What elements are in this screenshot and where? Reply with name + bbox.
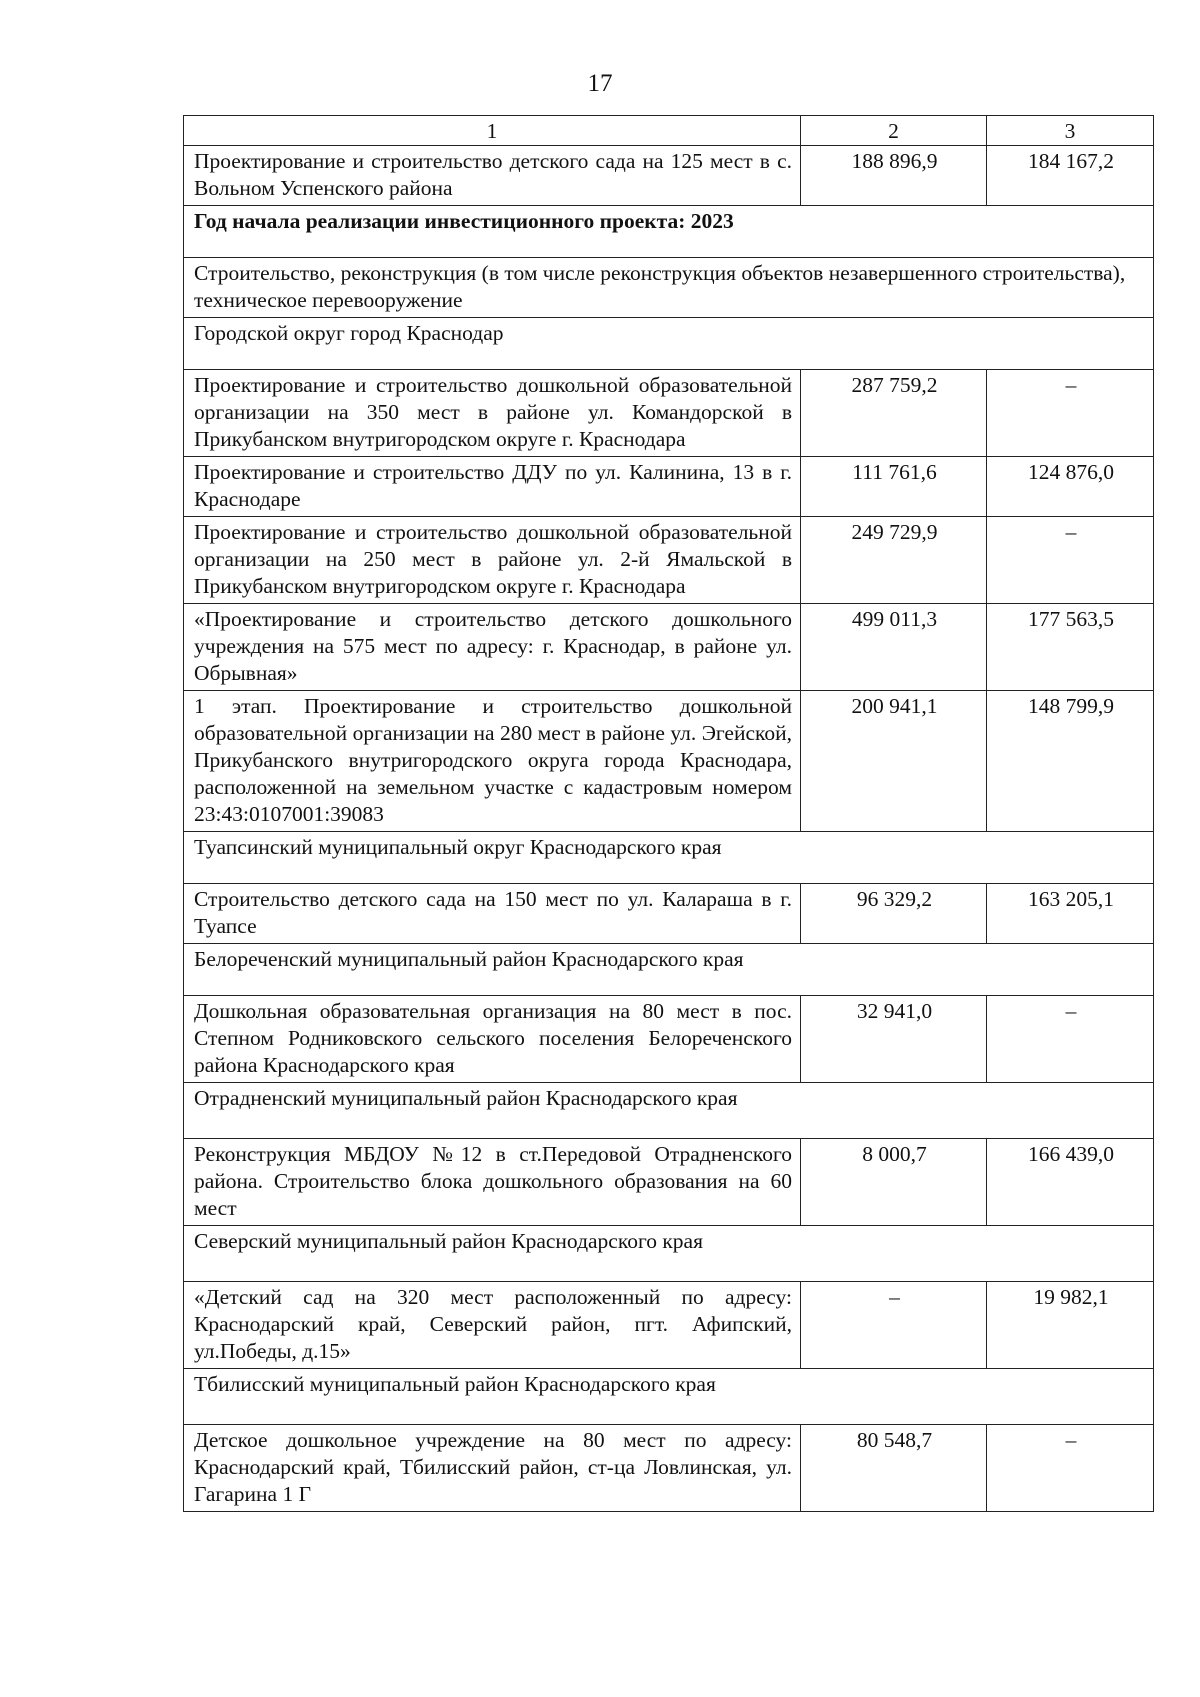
section-heading: Северский муниципальный район Краснодарского края (184, 1226, 1154, 1282)
value-col-2: 188 896,9 (801, 146, 987, 206)
section-row (184, 206, 1154, 258)
section-row (184, 944, 1154, 996)
section-heading: Год начала реализации инвестиционного проекта: 2023 (184, 206, 1154, 258)
header-col-3: 3 (987, 116, 1154, 146)
table-row (184, 604, 1154, 691)
project-description: Строительство детского сада на 150 мест по ул. Калараша в г. Туапсе (184, 884, 801, 944)
value-col-3: – (987, 517, 1154, 604)
table-row (184, 146, 1154, 206)
value-col-2: 96 329,2 (801, 884, 987, 944)
table-row (184, 884, 1154, 944)
project-description: Детское дошкольное учреждение на 80 мест по адресу: Краснодарский край, Тбилисский район, ст-ца Ловлинская, ул. Гагарина 1 Г (184, 1425, 801, 1512)
table-row (184, 1425, 1154, 1512)
value-col-3: – (987, 996, 1154, 1083)
value-col-3: 19 982,1 (987, 1282, 1154, 1369)
project-description: Проектирование и строительство детского сада на 125 мест в с. Вольном Успенского района (184, 146, 801, 206)
section-row (184, 1226, 1154, 1282)
table-row (184, 370, 1154, 457)
project-description: Проектирование и строительство дошкольной образовательной организации на 350 мест в районе ул. Командорской в Прикубанском внутригородском округе г. Краснодара (184, 370, 801, 457)
table-row (184, 1282, 1154, 1369)
value-col-2: 499 011,3 (801, 604, 987, 691)
value-col-2: 80 548,7 (801, 1425, 987, 1512)
value-col-2: 287 759,2 (801, 370, 987, 457)
table-row (184, 517, 1154, 604)
project-description: Проектирование и строительство дошкольной образовательной организации на 250 мест в районе ул. 2-й Ямальской в Прикубанском внутригородском округе г. Краснодара (184, 517, 801, 604)
table-row (184, 691, 1154, 832)
section-heading: Строительство, реконструкция (в том числе реконструкция объектов незавершенного строительства), техническое перевооружение (184, 258, 1154, 318)
project-description: Дошкольная образовательная организация на 80 мест в пос. Степном Родниковского сельского поселения Белореченского района Краснодарского края (184, 996, 801, 1083)
value-col-3: 163 205,1 (987, 884, 1154, 944)
section-row (184, 258, 1154, 318)
value-col-3: 124 876,0 (987, 457, 1154, 517)
section-heading: Городской округ город Краснодар (184, 318, 1154, 370)
section-row (184, 1083, 1154, 1139)
project-description: «Детский сад на 320 мест расположенный по адресу: Краснодарский край, Северский район, пгт. Афипский, ул.Победы, д.15» (184, 1282, 801, 1369)
project-description: 1 этап. Проектирование и строительство дошкольной образовательной организации на 280 мест в районе ул. Эгейской, Прикубанского внутригородского округа города Краснодара, расположенной на земельном участке с кадастровым номером 23:43:0107001:39083 (184, 691, 801, 832)
section-heading: Белореченский муниципальный район Краснодарского края (184, 944, 1154, 996)
section-row (184, 832, 1154, 884)
value-col-3: – (987, 370, 1154, 457)
table-row (184, 996, 1154, 1083)
value-col-3: 184 167,2 (987, 146, 1154, 206)
section-heading: Туапсинский муниципальный округ Краснодарского края (184, 832, 1154, 884)
page-number: 17 (587, 70, 613, 97)
value-col-2: 111 761,6 (801, 457, 987, 517)
value-col-3: 148 799,9 (987, 691, 1154, 832)
table-row (184, 457, 1154, 517)
investment-projects-table (183, 115, 1154, 1512)
project-description: Проектирование и строительство ДДУ по ул. Калинина, 13 в г. Краснодаре (184, 457, 801, 517)
table-row (184, 1139, 1154, 1226)
value-col-2: 32 941,0 (801, 996, 987, 1083)
section-row (184, 318, 1154, 370)
project-description: «Проектирование и строительство детского дошкольного учреждения на 575 мест по адресу: г. Краснодар, в районе ул. Обрывная» (184, 604, 801, 691)
value-col-3: 177 563,5 (987, 604, 1154, 691)
section-heading: Тбилисский муниципальный район Краснодарского края (184, 1369, 1154, 1425)
section-heading: Отрадненский муниципальный район Краснодарского края (184, 1083, 1154, 1139)
value-col-2: 200 941,1 (801, 691, 987, 832)
value-col-2: 249 729,9 (801, 517, 987, 604)
project-description: Реконструкция МБДОУ №12 в ст.Передовой Отрадненского района. Строительство блока дошкольного образования на 60 мест (184, 1139, 801, 1226)
value-col-2: – (801, 1282, 987, 1369)
header-col-1: 1 (184, 116, 801, 146)
value-col-2: 8 000,7 (801, 1139, 987, 1226)
section-row (184, 1369, 1154, 1425)
value-col-3: 166 439,0 (987, 1139, 1154, 1226)
value-col-3: – (987, 1425, 1154, 1512)
table-header-row (184, 116, 1154, 146)
header-col-2: 2 (801, 116, 987, 146)
